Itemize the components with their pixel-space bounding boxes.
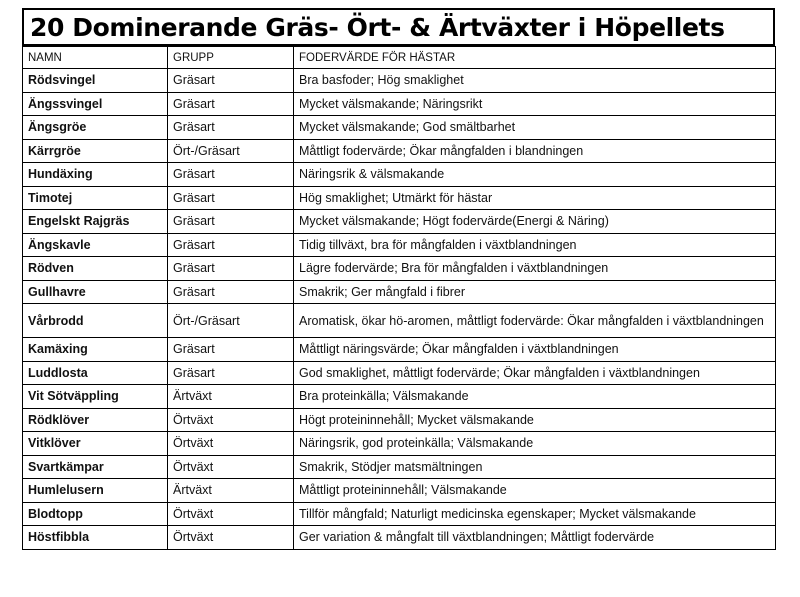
cell-name: Ängssvingel [23,92,168,116]
cell-name: Luddlosta [23,361,168,385]
cell-group: Örtväxt [168,432,294,456]
forage-table [22,46,776,550]
cell-feed-value: Bra basfoder; Hög smaklighet [294,69,776,93]
cell-group: Gräsart [168,280,294,304]
table-header-row [23,47,776,69]
cell-name: Hundäxing [23,163,168,187]
cell-name: Ängskavle [23,233,168,257]
table-row [23,408,776,432]
cell-feed-value: Måttligt fodervärde; Ökar mångfalden i blandningen [294,139,776,163]
cell-group: Ört-/Gräsart [168,139,294,163]
cell-group: Örtväxt [168,408,294,432]
table-row [23,479,776,503]
cell-name: Ängsgröe [23,116,168,140]
cell-group: Gräsart [168,361,294,385]
table-row [23,432,776,456]
cell-group: Gräsart [168,257,294,281]
cell-feed-value: Högt proteininnehåll; Mycket välsmakande [294,408,776,432]
cell-name: Blodtopp [23,502,168,526]
table-row [23,69,776,93]
cell-feed-value: Smakrik; Ger mångfald i fibrer [294,280,776,304]
cell-feed-value: Näringsrik & välsmakande [294,163,776,187]
cell-feed-value: Lägre fodervärde; Bra för mångfalden i växtblandningen [294,257,776,281]
table-row [23,280,776,304]
table-row [23,502,776,526]
table-row [23,186,776,210]
cell-feed-value: Tidig tillväxt, bra för mångfalden i växtblandningen [294,233,776,257]
table-row [23,210,776,234]
table-row [23,385,776,409]
document-title: 20 Dominerande Gräs- Ört- & Ärtväxter i Höpellets [22,8,775,46]
cell-group: Gräsart [168,210,294,234]
table-row [23,139,776,163]
cell-feed-value: Mycket välsmakande; Högt fodervärde(Energi & Näring) [294,210,776,234]
cell-group: Gräsart [168,69,294,93]
cell-name: Kamäxing [23,338,168,362]
cell-group: Örtväxt [168,502,294,526]
cell-name: Höstfibbla [23,526,168,550]
cell-feed-value: Aromatisk, ökar hö-aromen, måttligt fodervärde: Ökar mångfalden i växtblandningen [294,304,776,338]
cell-group: Gräsart [168,186,294,210]
column-header-name: NAMN [23,47,168,69]
cell-group: Ärtväxt [168,479,294,503]
column-header-group: GRUPP [168,47,294,69]
table-row [23,92,776,116]
cell-name: Engelskt Rajgräs [23,210,168,234]
column-header-feed-value: FODERVÄRDE FÖR HÄSTAR [294,47,776,69]
cell-group: Gräsart [168,163,294,187]
cell-name: Vårbrodd [23,304,168,338]
cell-name: Kärrgröe [23,139,168,163]
cell-feed-value: God smaklighet, måttligt fodervärde; Ökar mångfalden i växtblandningen [294,361,776,385]
table-row [23,338,776,362]
cell-name: Rödsvingel [23,69,168,93]
cell-feed-value: Mycket välsmakande; God smältbarhet [294,116,776,140]
cell-feed-value: Hög smaklighet; Utmärkt för hästar [294,186,776,210]
cell-group: Örtväxt [168,455,294,479]
cell-group: Gräsart [168,116,294,140]
cell-name: Gullhavre [23,280,168,304]
cell-name: Vitklöver [23,432,168,456]
cell-feed-value: Tillför mångfald; Naturligt medicinska egenskaper; Mycket välsmakande [294,502,776,526]
cell-feed-value: Ger variation & mångfalt till växtblandningen; Måttligt fodervärde [294,526,776,550]
cell-name: Rödklöver [23,408,168,432]
document-sheet [22,8,775,550]
cell-name: Vit Sötväppling [23,385,168,409]
table-row [23,361,776,385]
cell-feed-value: Måttligt näringsvärde; Ökar mångfalden i växtblandningen [294,338,776,362]
cell-feed-value: Näringsrik, god proteinkälla; Välsmakande [294,432,776,456]
cell-feed-value: Bra proteinkälla; Välsmakande [294,385,776,409]
cell-group: Ärtväxt [168,385,294,409]
table-row [23,116,776,140]
cell-name: Rödven [23,257,168,281]
cell-group: Gräsart [168,338,294,362]
cell-name: Timotej [23,186,168,210]
cell-feed-value: Smakrik, Stödjer matsmältningen [294,455,776,479]
cell-group: Ört-/Gräsart [168,304,294,338]
cell-feed-value: Måttligt proteininnehåll; Välsmakande [294,479,776,503]
cell-group: Gräsart [168,233,294,257]
cell-feed-value: Mycket välsmakande; Näringsrikt [294,92,776,116]
cell-group: Gräsart [168,92,294,116]
table-row [23,304,776,338]
cell-name: Humlelusern [23,479,168,503]
table-row [23,233,776,257]
cell-group: Örtväxt [168,526,294,550]
cell-name: Svartkämpar [23,455,168,479]
table-row [23,455,776,479]
table-row [23,526,776,550]
table-row [23,163,776,187]
table-row [23,257,776,281]
